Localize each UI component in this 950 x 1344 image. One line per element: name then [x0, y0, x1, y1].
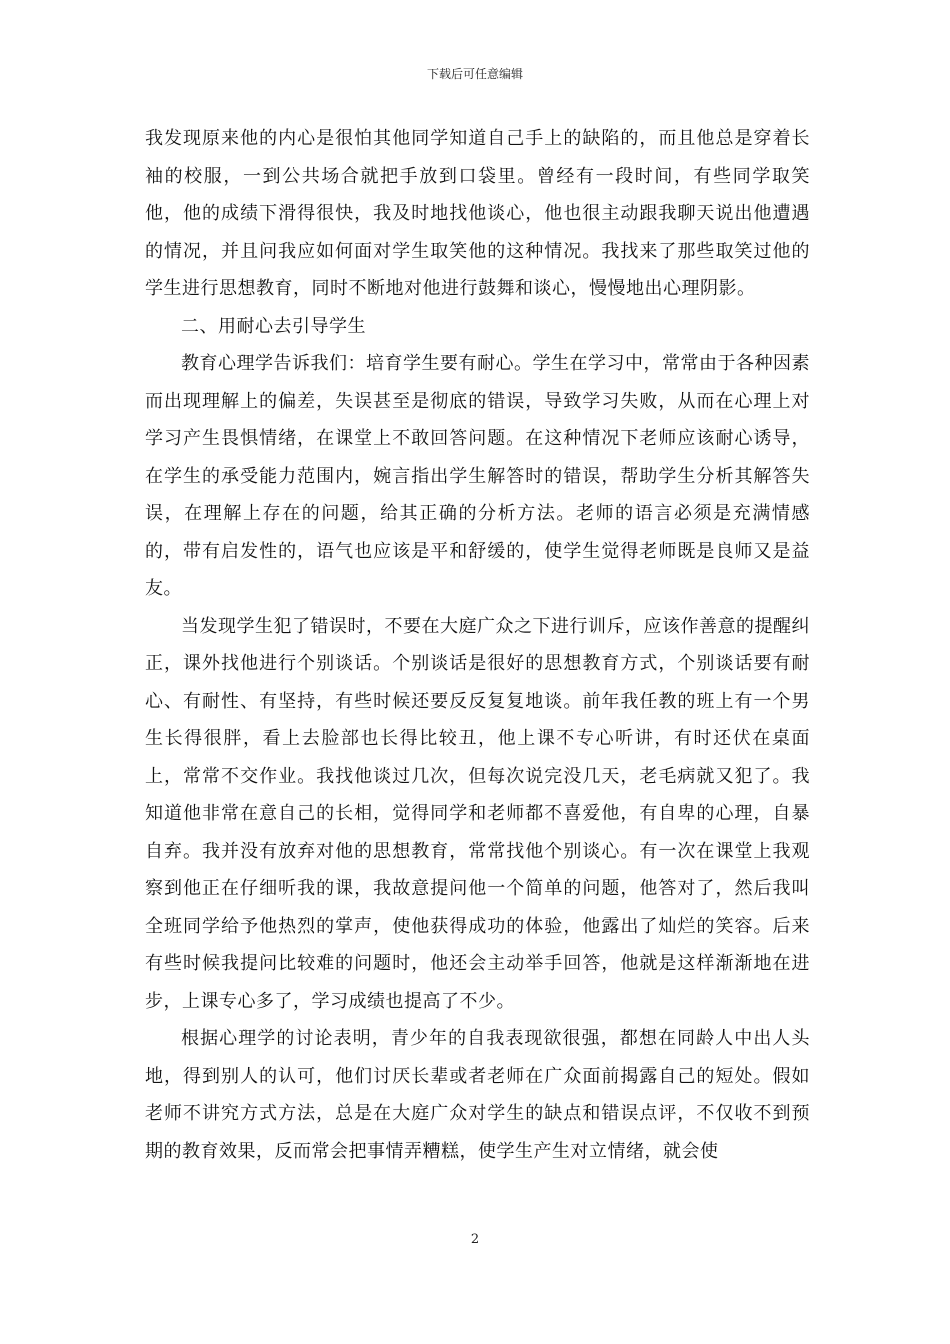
paragraph: 教育心理学告诉我们：培育学生要有耐心。学生在学习中，常常由于各种因素而出现理解上的偏差，失误甚至是彻底的错误，导致学习失败，从而在心理上对学习产生畏惧情绪，在课堂上不敢回答问题。在这种情况下老师应该耐心诱导，在学生的承受能力范围内，婉言指出学生解答时的错误，帮助学生分析其解答失误，在理解上存在的问题，给其正确的分析方法。老师的语言必须是充满情感的，带有启发性的，语气也应该是平和舒缓的，使学生觉得老师既是良师又是益友。	[145, 353, 810, 599]
document-body	[145, 120, 810, 1170]
paragraph: 根据心理学的讨论表明，青少年的自我表现欲很强，都想在同龄人中出人头地，得到别人的认可，他们讨厌长辈或者老师在广众面前揭露自己的短处。假如老师不讲究方式方法，总是在大庭广众对学生的缺点和错误点评，不仅收不到预期的教育效果，反而常会把事情弄糟糕，使学生产生对立情绪，就会使	[145, 1028, 810, 1162]
paragraph-continuation: 我发现原来他的内心是很怕其他同学知道自己手上的缺陷的，而且他总是穿着长袖的校服，一到公共场合就把手放到口袋里。曾经有一段时间，有些同学取笑他，他的成绩下滑得很快，我及时地找他谈心，他也很主动跟我聊天说出他遭遇的情况，并且问我应如何面对学生取笑他的这种情况。我找来了那些取笑过他的学生进行思想教育，同时不断地对他进行鼓舞和谈心，慢慢地出心理阴影。	[145, 128, 810, 299]
page-header: 下载后可任意编辑	[426, 67, 523, 81]
page-number: 2	[470, 1232, 480, 1247]
section-heading: 二、用耐心去引导学生	[181, 315, 366, 337]
paragraph: 当发现学生犯了错误时，不要在大庭广众之下进行训斥，应该作善意的提醒纠正，课外找他进行个别谈话。个别谈话是很好的思想教育方式，个别谈话要有耐心、有耐性、有坚持，有些时候还要反反复复地谈。前年我任教的班上有一个男生长得很胖，看上去脸部也长得比较丑，他上课不专心听讲，有时还伏在桌面上，常常不交作业。我找他谈过几次，但每次说完没几天，老毛病就又犯了。我知道他非常在意自己的长相，觉得同学和老师都不喜爱他，有自卑的心理，自暴自弃。我并没有放弃对他的思想教育，常常找他个别谈心。有一次在课堂上我观察到他正在仔细听我的课，我故意提问他一个简单的问题，他答对了，然后我叫全班同学给予他热烈的掌声，使他获得成功的体验，他露出了灿烂的笑容。后来有些时候我提问比较难的问题时，他还会主动举手回答，他就是这样渐渐地在进步，上课专心多了，学习成绩也提高了不少。	[145, 615, 810, 1012]
